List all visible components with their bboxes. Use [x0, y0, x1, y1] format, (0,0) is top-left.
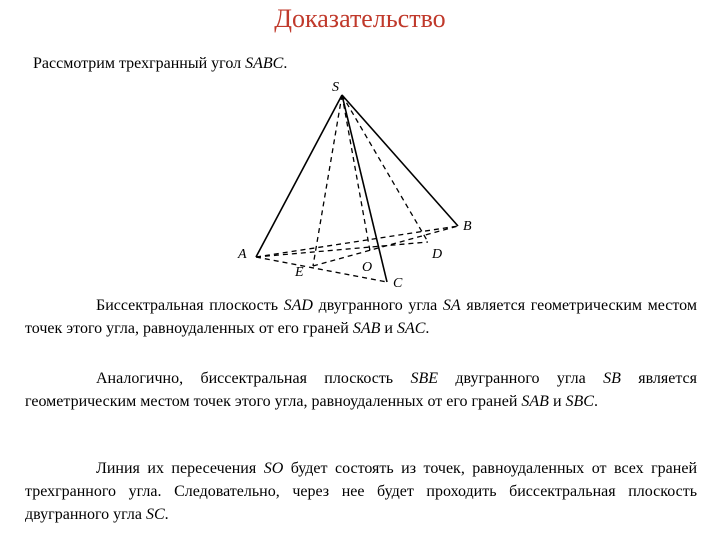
paragraph-3	[25, 457, 697, 526]
p3-text-1: Линия их пересечения	[96, 460, 264, 477]
edge-SA	[256, 95, 342, 257]
p2-face-2: SBC	[565, 393, 594, 410]
intro-angle-name: SABC	[245, 55, 284, 72]
p2-edge-name: SB	[603, 370, 621, 387]
paragraph-1	[25, 294, 697, 340]
label-C: C	[393, 276, 403, 291]
p2-text-4: и	[548, 393, 566, 410]
label-O: O	[362, 260, 373, 275]
p1-edge-name: SA	[442, 297, 461, 314]
p3-line-name: SO	[263, 460, 284, 477]
p2-text-5: .	[593, 393, 598, 410]
edge-SB	[342, 95, 458, 226]
p2-plane-name: SBE	[410, 370, 439, 387]
p1-face-1: SAB	[352, 320, 381, 337]
label-S: S	[332, 80, 339, 95]
p3-edge-name: SC	[145, 506, 165, 523]
p3-text-3: .	[164, 506, 169, 523]
page-title: Доказательство	[274, 4, 446, 33]
p2-face-1: SAB	[521, 393, 549, 410]
p1-plane-name: SAD	[283, 297, 313, 314]
paragraph-2	[25, 367, 697, 413]
label-E: E	[295, 265, 304, 280]
p1-text-4: и	[380, 320, 397, 337]
intro-end: .	[283, 55, 288, 72]
p1-text-1: Биссектральная плоскость	[96, 297, 284, 314]
p1-text-2: двугранного угла	[312, 297, 443, 314]
p2-text-1: Аналогично, биссектральная плоскость	[96, 370, 411, 387]
intro-text: Рассмотрим трехгранный угол	[33, 55, 246, 72]
p3-text-2: будет состоять из точек, равноудаленных от всех граней трехгранного угла. Следовательно, через нее будет проходить биссектральная плоскость двугранного угла	[25, 460, 698, 523]
p1-text-5: .	[425, 320, 430, 337]
label-B: B	[463, 219, 472, 234]
edge-SC	[342, 95, 387, 282]
label-D: D	[432, 247, 443, 262]
p1-face-2: SAC	[396, 320, 426, 337]
p1-text-3: является геометрическим местом точек этого угла, равноудаленных от его граней	[25, 297, 697, 337]
segment-AD	[256, 242, 428, 257]
p2-text-2: двугранного угла	[438, 370, 604, 387]
label-A: A	[238, 247, 247, 262]
p2-text-3: является геометрическим местом точек этого угла, равноудаленных от его граней	[25, 370, 698, 410]
